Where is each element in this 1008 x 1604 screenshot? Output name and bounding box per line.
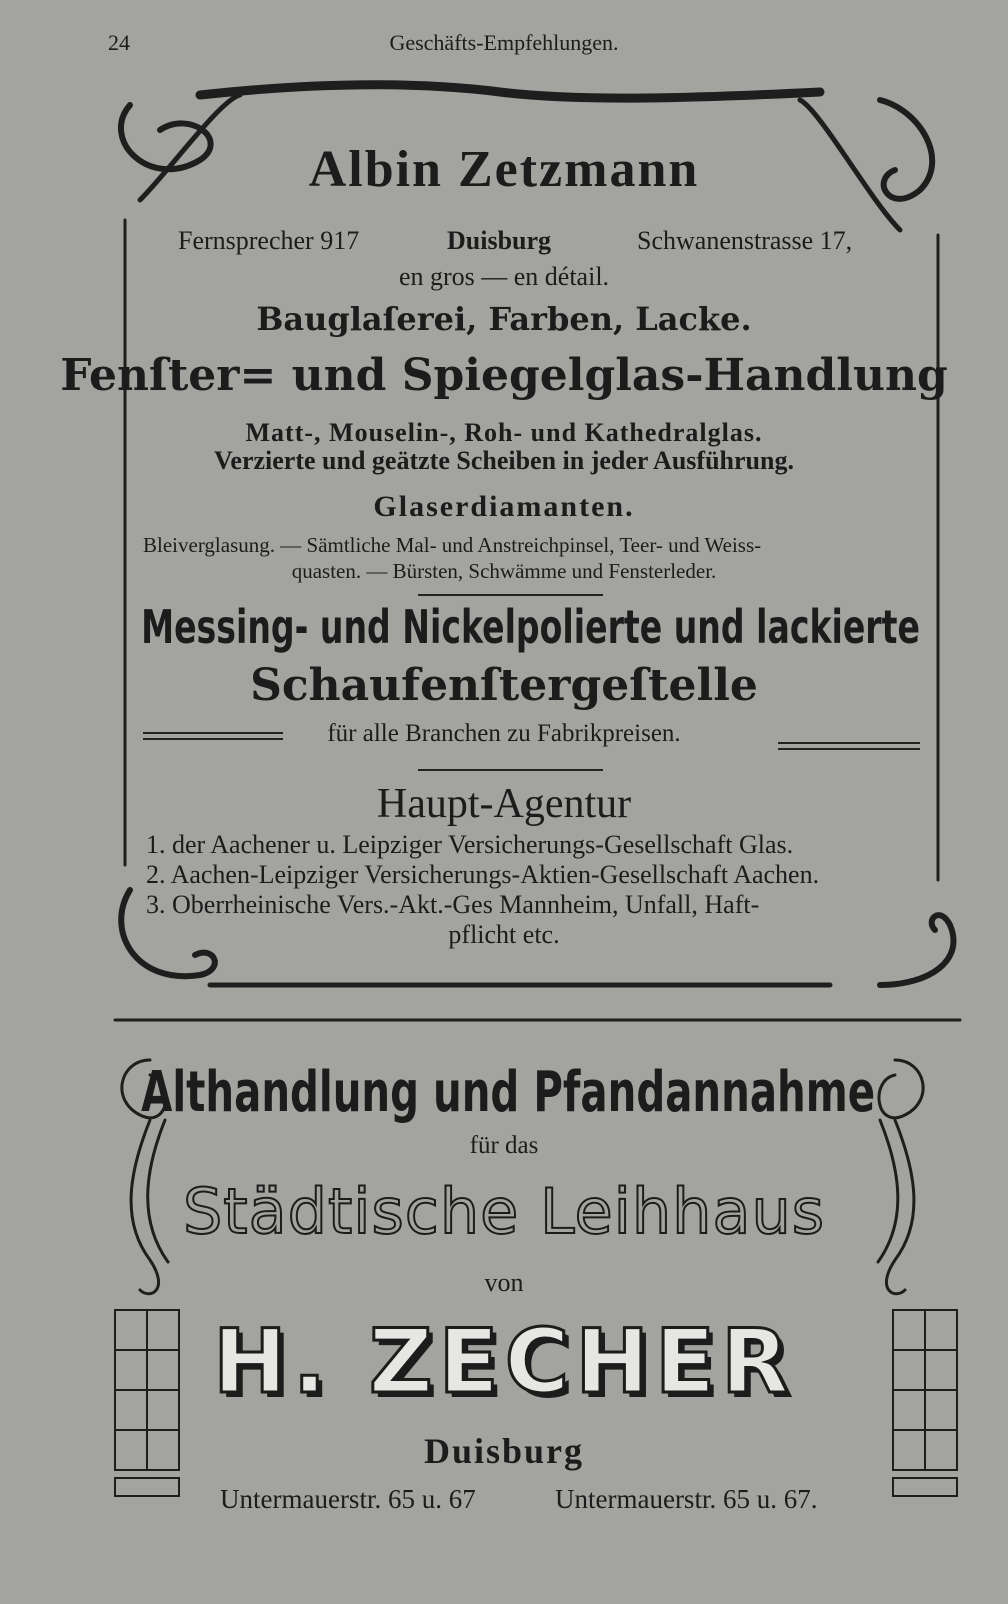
- ad2-address-left: Untermauerstr. 65 u. 67: [220, 1484, 476, 1514]
- ad1-rule-2: [418, 769, 603, 771]
- ad2-address-right: Untermauerstr. 65 u. 67.: [555, 1484, 818, 1514]
- running-header: Geschäfts-Empfehlungen.: [389, 30, 619, 55]
- ad1-city: Duisburg: [447, 226, 552, 255]
- ad2-city: Duisburg: [423, 1431, 585, 1471]
- ad1-line6b: quasten. — Bürsten, Schwämme und Fensterleder.: [291, 559, 717, 583]
- ad1-line3: Matt-, Mouselin-, Roh- und Kathedralglas.: [245, 418, 763, 447]
- ad1-name: Albin Zetzmann: [308, 141, 700, 198]
- ad1-line4: Verzierte und geätzte Scheiben in jeder Ausführung.: [214, 446, 794, 475]
- ad1-line1: Bauglaſerei, Farben, Lacke.: [256, 300, 752, 338]
- ad1-agency-1: 1. der Aachener u. Leipziger Versicherungs-Gesellschaft Glas.: [146, 830, 794, 859]
- ad1-rule-1: [418, 594, 603, 596]
- ad2-name: H. ZECHER: [213, 1310, 795, 1413]
- ad2-line4: von: [484, 1268, 524, 1297]
- ad1-phone: Fernsprecher 917: [178, 226, 360, 255]
- ad1-line2: Fenſter= und Spiegelglas-Handlung: [60, 350, 948, 401]
- ad1-agency-cont: pflicht etc.: [448, 920, 560, 949]
- ad1-agency-2: 2. Aachen-Leipziger Versicherungs-Aktien-Gesellschaft Aachen.: [146, 860, 820, 889]
- ad1-address: Schwanenstrasse 17,: [637, 226, 853, 255]
- ad1-line6a: Bleiverglasung. — Sämtliche Mal- und Anstreichpinsel, Teer- und Weiss-: [143, 533, 762, 557]
- ad2-line1: Althandlung und Pfandannahme: [141, 1060, 876, 1125]
- ad1-line5: Glaserdiamanten.: [373, 490, 635, 523]
- ad1-trade: en gros — en détail.: [398, 262, 610, 291]
- ad1-line9: für alle Branchen zu Fabrikpreisen.: [327, 720, 681, 747]
- ad1-double-rule-right: [778, 742, 920, 750]
- ad1-agency-3: 3. Oberrheinische Vers.-Akt.-Ges Mannheim, Unfall, Haft-: [146, 890, 760, 919]
- ad1-agency-title: Haupt-Agentur: [376, 781, 632, 827]
- ad2-line3: Städtische Leihhaus: [182, 1175, 826, 1248]
- ad1-line8: Schaufenſtergeſtelle: [250, 660, 758, 711]
- ad1-line7: Messing- und Nickelpolierte und lackierte: [141, 600, 920, 654]
- page-number: 24: [108, 30, 130, 55]
- ad2-line2: für das: [469, 1132, 539, 1159]
